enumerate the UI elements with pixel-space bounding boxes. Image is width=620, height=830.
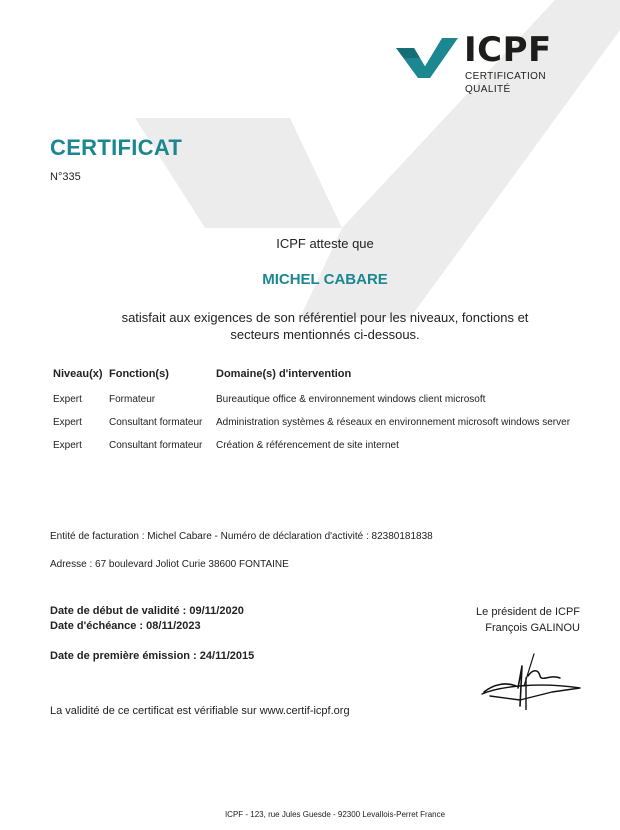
cell-level: Expert	[53, 440, 82, 451]
cell-level: Expert	[53, 417, 82, 428]
cell-function: Formateur	[109, 394, 156, 405]
cell-level: Expert	[53, 394, 82, 405]
table-row	[50, 411, 580, 434]
validity-dates	[50, 604, 244, 634]
footer-address: ICPF - 123, rue Jules Guesde - 92300 Levallois-Perret France	[224, 810, 446, 819]
logo-subtitle-line2: QUALITÉ	[465, 84, 511, 95]
verification-note: La validité de ce certificat est vérifiable sur www.certif-icpf.org	[50, 705, 350, 717]
table-row	[50, 388, 580, 411]
header-function: Fonction(s)	[109, 368, 169, 380]
scope-table	[50, 368, 580, 457]
cell-domain: Administration systèmes & réseaux en environnement microsoft windows server	[216, 417, 571, 428]
certificate-title: CERTIFICAT	[50, 135, 183, 160]
table-header-row	[50, 368, 580, 388]
holder-name: MICHEL CABARE	[262, 271, 388, 288]
logo-subtitle-line1: CERTIFICATION	[465, 71, 546, 82]
header-domain: Domaine(s) d'intervention	[216, 368, 352, 380]
cell-function: Consultant formateur	[109, 440, 203, 451]
cell-domain: Bureautique office & environnement windows client microsoft	[216, 394, 486, 405]
compliance-statement: satisfait aux exigences de son référentiel pour les niveaux, fonctions et secteurs mentionnés ci-dessous.	[121, 310, 529, 342]
header-level: Niveau(x)	[53, 368, 103, 380]
cell-domain: Création & référencement de site internet	[216, 440, 399, 451]
logo-check-icon	[396, 38, 458, 78]
certificate-number: N°335	[50, 171, 81, 183]
signatory-block	[476, 604, 580, 636]
signatory-role: Le président de ICPF	[476, 606, 580, 618]
first-issue-date: Date de première émission : 24/11/2015	[50, 650, 255, 662]
cell-function: Consultant formateur	[109, 417, 203, 428]
signatory-name: François GALINOU	[485, 622, 580, 634]
validity-end: Date d'échéance : 08/11/2023	[50, 620, 201, 632]
address: Adresse : 67 boulevard Joliot Curie 38600 FONTAINE	[50, 559, 289, 570]
icpf-logo	[396, 30, 566, 98]
handwritten-signature-icon	[480, 648, 584, 710]
attestation-text: ICPF atteste que	[276, 236, 374, 251]
billing-entity: Entité de facturation : Michel Cabare - Numéro de déclaration d'activité : 82380181838	[50, 531, 433, 542]
table-row	[50, 434, 580, 457]
validity-start: Date de début de validité : 09/11/2020	[50, 605, 244, 617]
logo-wordmark: ICPF	[464, 30, 552, 70]
